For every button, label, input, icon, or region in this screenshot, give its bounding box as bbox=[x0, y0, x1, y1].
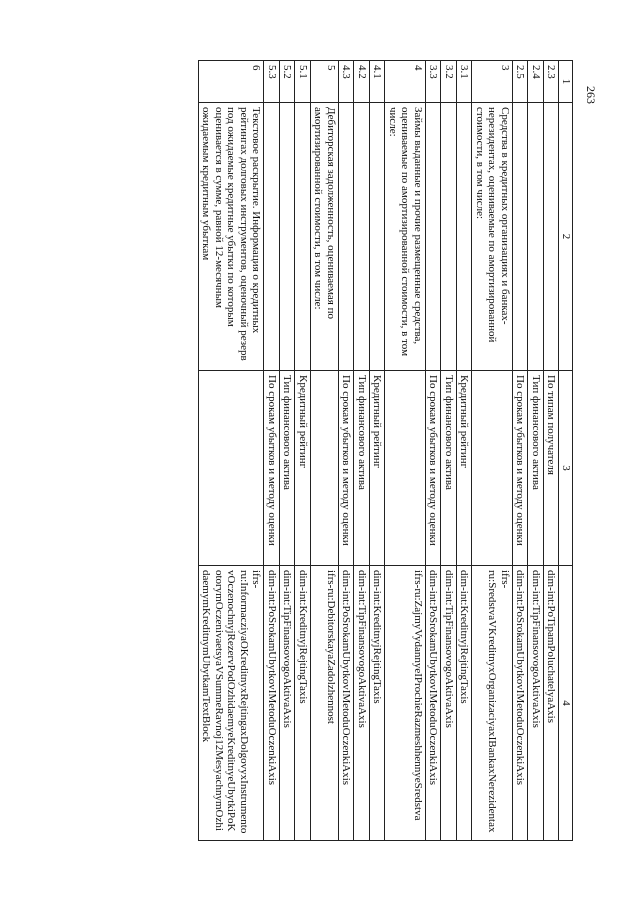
header-cell: 3 bbox=[559, 371, 573, 566]
rotated-page-content bbox=[198, 60, 573, 840]
table-row bbox=[385, 61, 426, 841]
row-number-cell: 3.3 bbox=[426, 61, 442, 103]
row-code-cell: dim-int:TipFinansovogoAktivaAxis bbox=[354, 566, 370, 841]
table-row bbox=[528, 61, 544, 841]
table-row bbox=[354, 61, 370, 841]
row-code-cell: dim-int:PoSrokamUbytkovIMetoduOczenkiAxis bbox=[339, 566, 355, 841]
row-number-cell: 2.3 bbox=[544, 61, 560, 103]
table-row bbox=[544, 61, 560, 841]
table-row bbox=[472, 61, 513, 841]
table-row bbox=[370, 61, 386, 841]
row-dimension-cell: Тип финансового актива bbox=[280, 371, 296, 566]
row-code-cell: dim-int:TipFinansovogoAktivaAxis bbox=[528, 566, 544, 841]
table-row bbox=[264, 61, 280, 841]
table-row bbox=[280, 61, 296, 841]
row-number-cell: 2.4 bbox=[528, 61, 544, 103]
row-code-cell: ifrs-ru:DebitorskayaZadolzhennost bbox=[311, 566, 339, 841]
table-row bbox=[457, 61, 473, 841]
header-cell: 2 bbox=[559, 103, 573, 371]
row-code-cell: dim-int:KreditnyjRejtingTaxis bbox=[295, 566, 311, 841]
table-row bbox=[199, 61, 265, 841]
row-name-cell bbox=[457, 103, 473, 371]
row-dimension-cell bbox=[385, 371, 426, 566]
row-number-cell: 3.1 bbox=[457, 61, 473, 103]
table-row bbox=[311, 61, 339, 841]
page-number: 263 bbox=[584, 86, 598, 104]
row-code-cell: ifrs-ru:InformacziyaOKreditnyxRejtingaxDolgovyxInstrumentovOczenochnyjRezervPodOzhidaemyeKreditnyeUbytkiPoKotorymOczenivaetsyaVSummeRavnoj12MesyachnymOzhidaemymKreditnymUbytkamTextBlock bbox=[199, 566, 265, 841]
row-dimension-cell: Кредитный рейтинг bbox=[370, 371, 386, 566]
row-code-cell: dim-int:PoTipamPoluchatelyaAxis bbox=[544, 566, 560, 841]
table-row bbox=[426, 61, 442, 841]
row-dimension-cell: По срокам убытков и методу оценки bbox=[513, 371, 529, 566]
row-code-cell: dim-int:PoSrokamUbytkovIMetoduOczenkiAxis bbox=[513, 566, 529, 841]
row-dimension-cell bbox=[199, 371, 265, 566]
row-name-cell bbox=[441, 103, 457, 371]
header-cell: 1 bbox=[559, 61, 573, 103]
row-dimension-cell: По срокам убытков и методу оценки bbox=[339, 371, 355, 566]
table-row bbox=[295, 61, 311, 841]
taxonomy-table bbox=[198, 60, 573, 841]
row-dimension-cell: Кредитный рейтинг bbox=[457, 371, 473, 566]
row-dimension-cell bbox=[472, 371, 513, 566]
row-number-cell: 2.5 bbox=[513, 61, 529, 103]
row-number-cell: 5.1 bbox=[295, 61, 311, 103]
row-code-cell: dim-int:PoSrokamUbytkovIMetoduOczenkiAxis bbox=[426, 566, 442, 841]
row-dimension-cell: По срокам убытков и методу оценки bbox=[426, 371, 442, 566]
table-row bbox=[339, 61, 355, 841]
row-name-cell bbox=[339, 103, 355, 371]
row-name-cell: Средства в кредитных организациях и банках-нерезидентах, оцениваемые по амортизированной стоимости, в том числе: bbox=[472, 103, 513, 371]
row-dimension-cell: Тип финансового актива bbox=[354, 371, 370, 566]
row-code-cell: dim-int:KreditnyjRejtingTaxis bbox=[457, 566, 473, 841]
row-number-cell: 4.3 bbox=[339, 61, 355, 103]
row-code-cell: dim-int:TipFinansovogoAktivaAxis bbox=[280, 566, 296, 841]
header-cell: 4 bbox=[559, 566, 573, 841]
table-row bbox=[441, 61, 457, 841]
row-number-cell: 3 bbox=[472, 61, 513, 103]
row-name-cell bbox=[264, 103, 280, 371]
row-code-cell: dim-int:TipFinansovogoAktivaAxis bbox=[441, 566, 457, 841]
row-number-cell: 5 bbox=[311, 61, 339, 103]
row-dimension-cell: По типам получателя bbox=[544, 371, 560, 566]
row-dimension-cell: Тип финансового актива bbox=[528, 371, 544, 566]
row-dimension-cell: Тип финансового актива bbox=[441, 371, 457, 566]
row-number-cell: 4 bbox=[385, 61, 426, 103]
row-number-cell: 6 bbox=[199, 61, 265, 103]
row-name-cell: Займы выданные и прочие размещенные средства, оцениваемые по амортизированной стоимости, в том числе: bbox=[385, 103, 426, 371]
row-code-cell: ifrs-ru:SredstvaVKreditnyxOrganizaciyaxIBankaxNerezidentax bbox=[472, 566, 513, 841]
table-header-row bbox=[559, 61, 573, 841]
row-name-cell bbox=[295, 103, 311, 371]
table-row bbox=[513, 61, 529, 841]
row-dimension-cell: Кредитный рейтинг bbox=[295, 371, 311, 566]
row-dimension-cell bbox=[311, 371, 339, 566]
row-number-cell: 4.2 bbox=[354, 61, 370, 103]
row-name-cell: Дебиторская задолженность, оцениваемая по амортизированной стоимости, в том числе: bbox=[311, 103, 339, 371]
row-name-cell bbox=[528, 103, 544, 371]
row-code-cell: dim-int:KreditnyjRejtingTaxis bbox=[370, 566, 386, 841]
row-code-cell: ifrs-ru:ZajmyVydannyeIProchieRazmeshhennyeSredstva bbox=[385, 566, 426, 841]
row-name-cell bbox=[544, 103, 560, 371]
row-name-cell: Текстовое раскрытие. Информация о кредитных рейтингах долговых инструментов, оценочный резерв под ожидаемые кредитные убытки по которым оценивается в сумме, равной 12-месячным ожидаемым кредитным убыткам bbox=[199, 103, 265, 371]
row-name-cell bbox=[426, 103, 442, 371]
row-name-cell bbox=[280, 103, 296, 371]
row-number-cell: 5.3 bbox=[264, 61, 280, 103]
row-name-cell bbox=[354, 103, 370, 371]
row-dimension-cell: По срокам убытков и методу оценки bbox=[264, 371, 280, 566]
row-number-cell: 4.1 bbox=[370, 61, 386, 103]
row-code-cell: dim-int:PoSrokamUbytkovIMetoduOczenkiAxis bbox=[264, 566, 280, 841]
row-number-cell: 5.2 bbox=[280, 61, 296, 103]
row-name-cell bbox=[513, 103, 529, 371]
row-number-cell: 3.2 bbox=[441, 61, 457, 103]
row-name-cell bbox=[370, 103, 386, 371]
